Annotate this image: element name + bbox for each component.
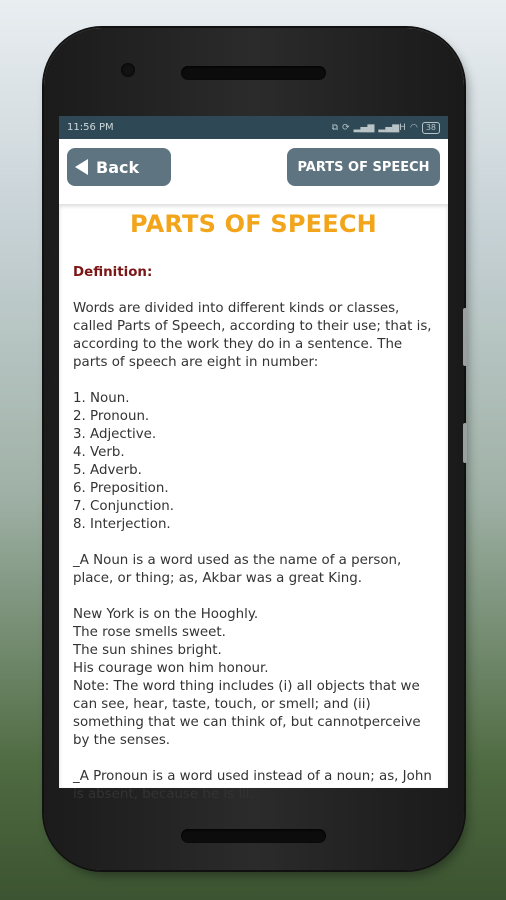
example-line: His courage won him honour. — [73, 661, 269, 676]
list-item: 5. Adverb. — [73, 463, 142, 478]
signal-icon: ▂▄▆ — [353, 122, 375, 133]
wifi-icon: ◠ — [409, 122, 418, 133]
list-item: 8. Interjection. — [73, 517, 171, 532]
note-paragraph: Note: The word thing includes (i) all objects that we can see, hear, taste, touch, or smell; and (ii) something that we can think of, but cannotperceive by the senses. — [73, 679, 421, 748]
copy-icon: ⧉ — [331, 122, 339, 133]
list-item: 2. Pronoun. — [73, 409, 150, 424]
signal-h-icon: ▂▄▆H — [378, 122, 406, 133]
status-bar — [59, 116, 448, 139]
back-label: Back — [96, 157, 140, 177]
rotate-icon: ⟳ — [342, 122, 350, 133]
volume-button — [463, 308, 467, 366]
parts-of-speech-button[interactable] — [287, 148, 440, 186]
app-bar — [59, 139, 448, 204]
intro-paragraph: Words are divided into different kinds or classes, called Parts of Speech, according to their use; that is, according to the work they do in a sentence. The parts of speech are eight in number: — [73, 301, 432, 370]
noun-definition: _A Noun is a word used as the name of a person, place, or thing; as, Akbar was a great King. — [73, 553, 402, 586]
battery-level: 38 — [425, 122, 436, 132]
content-area[interactable] — [59, 204, 448, 802]
battery-icon — [422, 122, 440, 134]
list-item: 6. Preposition. — [73, 481, 169, 496]
list-item: 4. Verb. — [73, 445, 125, 460]
front-camera — [121, 63, 135, 77]
network-type: H — [399, 122, 406, 133]
list-item: 1. Noun. — [73, 391, 130, 406]
back-button[interactable] — [67, 148, 171, 186]
page-title: PARTS OF SPEECH — [130, 210, 377, 238]
list-item: 3. Adjective. — [73, 427, 157, 442]
bottom-speaker — [181, 829, 326, 843]
status-time: 11:56 PM — [67, 122, 114, 133]
example-line: The rose smells sweet. — [73, 625, 226, 640]
example-line: The sun shines bright. — [73, 643, 222, 658]
power-button — [463, 423, 467, 463]
earpiece-speaker — [181, 66, 326, 80]
pronoun-definition: _A Pronoun is a word used instead of a noun; as, John is absent, because he is ill. — [73, 769, 432, 802]
title-button-label: PARTS OF SPEECH — [297, 159, 430, 175]
back-arrow-icon — [75, 159, 88, 175]
list-item: 7. Conjunction. — [73, 499, 175, 514]
definition-label: Definition: — [73, 265, 153, 280]
lesson-text — [59, 264, 448, 804]
status-icons — [332, 122, 440, 134]
app-screen — [59, 116, 448, 802]
example-line: New York is on the Hooghly. — [73, 607, 259, 622]
